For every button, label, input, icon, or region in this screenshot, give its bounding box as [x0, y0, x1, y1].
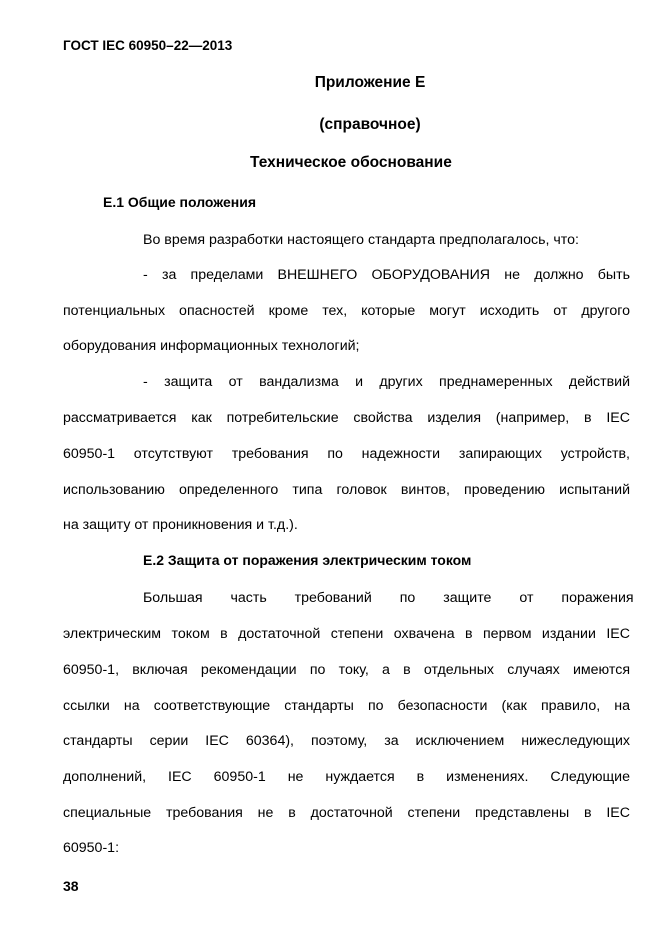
paragraph-line: потенциальных опасностей кроме тех, которые могут исходить от другого — [63, 303, 630, 319]
appendix-subtitle: (справочное) — [319, 116, 421, 133]
paragraph-line: ссылки на соответствующие стандарты по безопасности (как правило, на — [63, 698, 630, 714]
section-title-e1: Е.1 Общие положения — [103, 194, 257, 210]
paragraph-line: стандарты серии IEC 60364), поэтому, за исключением нижеследующих — [63, 733, 630, 749]
paragraph-line: 60950-1, включая рекомендации по току, а в отдельных случаях имеются — [63, 662, 630, 678]
appendix-heading: Техническое обоснование — [250, 154, 452, 171]
page-number: 38 — [63, 878, 79, 894]
paragraph-line: специальные требования не в достаточной степени представлены в IEC — [63, 805, 630, 821]
paragraph-line: использованию определенного типа головок винтов, проведению испытаний — [63, 482, 630, 498]
paragraph-line: оборудования информационных технологий; — [63, 338, 360, 354]
paragraph-line: 60950-1: — [63, 840, 120, 856]
paragraph-line: - защита от вандализма и других преднамеренных действий — [143, 374, 630, 390]
paragraph-line: на защиту от проникновения и т.д.). — [63, 517, 298, 533]
paragraph-line: электрическим током в достаточной степени охвачена в первом издании IEC — [63, 626, 630, 642]
paragraph-line: Большая часть требований по защите от поражения — [143, 590, 634, 606]
section-title-e2: Е.2 Защита от поражения электрическим током — [143, 552, 472, 568]
paragraph-line: - за пределами ВНЕШНЕГО ОБОРУДОВАНИЯ не должно быть — [143, 267, 630, 283]
paragraph-line: 60950-1 отсутствуют требования по надежности запирающих устройств, — [63, 446, 630, 462]
paragraph-line: Во время разработки настоящего стандарта предполагалось, что: — [143, 232, 579, 248]
appendix-title: Приложение Е — [314, 74, 426, 91]
document-header: ГОСТ IEC 60950–22—2013 — [63, 38, 233, 53]
paragraph-line: рассматривается как потребительские свойства изделия (например, в IEC — [63, 410, 630, 426]
paragraph-line: дополнений, IEC 60950-1 не нуждается в изменениях. Следующие — [63, 769, 630, 785]
